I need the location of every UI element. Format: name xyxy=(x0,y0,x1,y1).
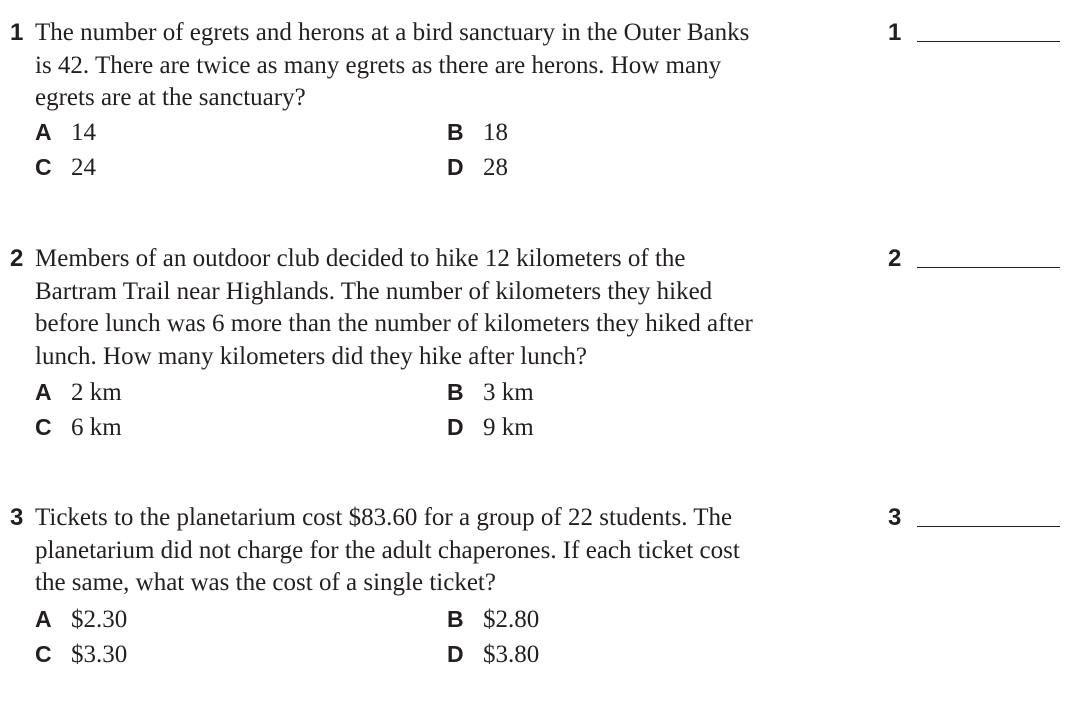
question-text-line: Bartram Trail near Highlands. The number of kilometers they hiked xyxy=(35,277,713,305)
answer-blank[interactable] xyxy=(917,526,1060,527)
choice-letter: C xyxy=(35,641,52,667)
choice-text: 24 xyxy=(71,154,96,181)
choice-text: $2.30 xyxy=(71,606,128,633)
question-text-line: planetarium did not charge for the adult chaperones. If each ticket cost xyxy=(35,536,740,564)
choice-d[interactable] xyxy=(447,410,534,444)
choice-c[interactable] xyxy=(35,150,96,184)
question-text-line: The number of egrets and herons at a bird sanctuary in the Outer Banks xyxy=(35,19,750,46)
answer-number: 3 xyxy=(888,504,902,531)
choice-text: 18 xyxy=(483,119,508,146)
answer-number: 2 xyxy=(888,245,902,272)
answer-blank[interactable] xyxy=(917,267,1060,268)
question-text-line: Tickets to the planetarium cost $83.60 for a group of 22 students. The xyxy=(35,504,733,531)
choice-c[interactable] xyxy=(35,410,122,444)
choice-letter: B xyxy=(447,379,464,405)
choice-a[interactable] xyxy=(35,375,122,409)
choice-letter: C xyxy=(35,154,52,180)
choice-a[interactable] xyxy=(35,602,127,636)
choice-letter: B xyxy=(447,119,464,145)
choice-d[interactable] xyxy=(447,637,539,671)
question-number: 3 xyxy=(10,504,24,531)
choice-text: $3.80 xyxy=(483,641,540,668)
choice-letter: A xyxy=(35,379,52,405)
question-number: 2 xyxy=(10,245,24,272)
choice-letter: C xyxy=(35,414,52,440)
choice-letter: D xyxy=(447,641,464,667)
choice-b[interactable] xyxy=(447,115,508,149)
question-number: 1 xyxy=(10,19,24,46)
choice-c[interactable] xyxy=(35,637,127,671)
question-text-line: lunch. How many kilometers did they hike after lunch? xyxy=(35,342,587,370)
choice-d[interactable] xyxy=(447,150,508,184)
choice-letter: A xyxy=(35,606,52,632)
choice-letter: B xyxy=(447,606,464,632)
choice-b[interactable] xyxy=(447,602,539,636)
answer-blank[interactable] xyxy=(917,41,1060,42)
choice-text: 9 km xyxy=(483,414,534,441)
choice-text: $2.80 xyxy=(483,606,540,633)
choice-text: 3 km xyxy=(483,379,534,406)
question-text-line: the same, what was the cost of a single ticket? xyxy=(35,569,496,596)
choice-text: 2 km xyxy=(71,379,122,406)
answer-number: 1 xyxy=(888,19,902,46)
question-text-line: egrets are at the sanctuary? xyxy=(35,84,306,111)
question-text xyxy=(35,502,845,600)
choice-text: 14 xyxy=(71,119,96,146)
question-text-line: Members of an outdoor club decided to hike 12 kilometers of the xyxy=(35,245,686,272)
choice-text: $3.30 xyxy=(71,641,128,668)
choice-letter: A xyxy=(35,119,52,145)
question-text-line: is 42. There are twice as many egrets as there are herons. How many xyxy=(35,51,722,79)
question-text-line: before lunch was 6 more than the number of kilometers they hiked after xyxy=(35,310,753,337)
choice-b[interactable] xyxy=(447,375,534,409)
choice-letter: D xyxy=(447,154,464,180)
question-text xyxy=(35,243,845,373)
choice-letter: D xyxy=(447,414,464,440)
choice-text: 28 xyxy=(483,154,508,181)
choice-a[interactable] xyxy=(35,115,96,149)
question-text xyxy=(35,17,845,115)
choice-text: 6 km xyxy=(71,414,122,441)
